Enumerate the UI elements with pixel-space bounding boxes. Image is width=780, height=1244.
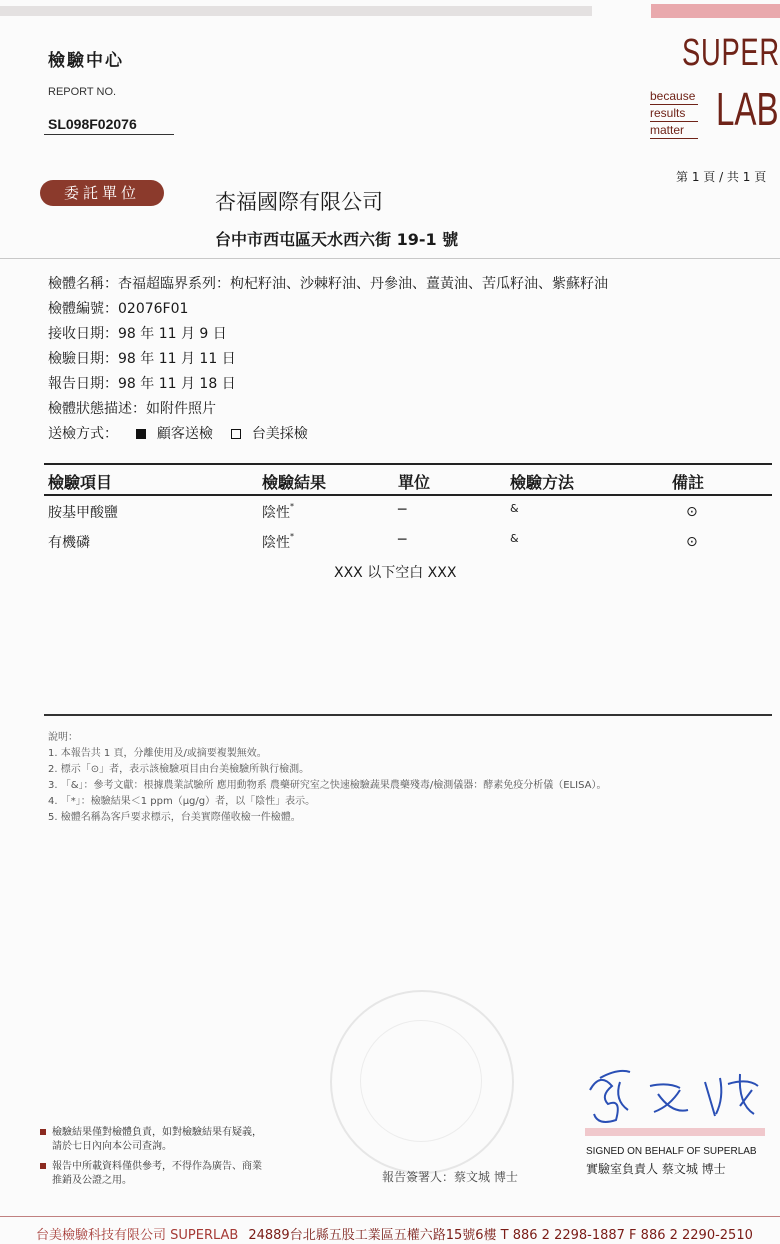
company-name: 台美檢驗科技有限公司 SUPERLAB — [36, 1228, 239, 1243]
client-name: 杏福國際有限公司 — [215, 190, 383, 214]
result-mark: * — [290, 502, 294, 511]
logo-super: SUPER — [682, 32, 780, 74]
divider — [0, 258, 780, 259]
logo-tagline — [650, 88, 698, 139]
row-item: 胺基甲酸鹽 — [48, 505, 118, 521]
seal-inner-ring — [360, 1020, 482, 1142]
method-customer: 顧客送檢 — [156, 426, 213, 442]
client-address: 台中市西屯區天水西六街 19-1 號 — [215, 230, 459, 249]
note-item: 4. 「*」：檢驗結果＜1 ppm（μg/g）者，以「陰性」表示。 — [48, 796, 316, 807]
logo-tag-line: results — [650, 105, 698, 122]
header-item: 檢驗項目 — [48, 473, 113, 492]
notes-section — [48, 730, 606, 826]
footer-note-line: 推銷及公證之用。 — [52, 1175, 132, 1186]
sample-number: 檢體編號：02076F01 — [48, 301, 189, 317]
row-result — [262, 502, 294, 522]
report-underline — [44, 134, 174, 135]
footer-note-line: 報告中所載資料僅供參考，不得作為廣告、商業 — [52, 1161, 262, 1172]
footer-note-line: 請於七日內向本公司查詢。 — [52, 1141, 172, 1152]
report-number: SL098F02076 — [48, 116, 137, 132]
result-mark: * — [290, 532, 294, 541]
header-method: 檢驗方法 — [510, 473, 575, 492]
logo-tag-line: because — [650, 88, 698, 105]
lab-center-title: 檢驗中心 — [48, 51, 124, 71]
row-note: ⊙ — [686, 534, 698, 550]
result-value: 陰性 — [262, 505, 290, 521]
note-item: 3. 「&」：參考文獻：根據農業試驗所 應用動物系 農藥研究室之快速檢驗蔬果農藥殘毒/檢測儀器：酵素免疫分析儀（ELISA）。 — [48, 780, 607, 791]
result-value: 陰性 — [262, 535, 290, 551]
note-item: 5. 檢體名稱為客戶要求標示，台美實際僅收檢一件檢體。 — [48, 812, 301, 823]
checked-checkbox — [136, 429, 146, 439]
page-indicator: 第 1 頁 / 共 1 頁 — [676, 170, 767, 184]
logo-lab: LAB — [716, 83, 779, 135]
handwritten-signature — [580, 1060, 770, 1132]
table-header-rule — [44, 494, 772, 496]
client-badge: 委託單位 — [40, 180, 164, 206]
notes-title: 說明： — [48, 732, 78, 743]
header-unit: 單位 — [398, 473, 431, 492]
sample-name: 檢體名稱：杏福超臨界系列：枸杞籽油、沙棘籽油、丹參油、薑黃油、苦瓜籽油、紫蘇籽油 — [48, 276, 608, 292]
row-method: & — [510, 502, 519, 515]
lab-director: 實驗室負責人 蔡文城 博士 — [586, 1162, 726, 1176]
top-accent-bar — [651, 4, 780, 18]
row-unit: ─ — [398, 532, 407, 548]
signed-on-behalf: SIGNED ON BEHALF OF SUPERLAB — [586, 1146, 757, 1157]
logo-tag-line: matter — [650, 122, 698, 139]
report-signer: 報告簽署人：蔡文城 博士 — [382, 1170, 518, 1184]
footer-note — [40, 1126, 262, 1154]
row-note: ⊙ — [686, 504, 698, 520]
row-unit: ─ — [398, 502, 407, 518]
note-item: 2. 標示「⊙」者，表示該檢驗項目由台美檢驗所執行檢測。 — [48, 764, 310, 775]
sample-state: 檢體狀態描述：如附件照片 — [48, 401, 216, 417]
report-no-label: REPORT NO. — [48, 86, 117, 98]
delivery-method-label: 送檢方式： — [48, 426, 118, 442]
company-footer — [36, 1224, 753, 1243]
report-date: 報告日期：98 年 11 月 18 日 — [48, 376, 236, 392]
header-result: 檢驗結果 — [262, 473, 327, 492]
method-lab: 台美採檢 — [251, 426, 308, 442]
company-address: 24889台北縣五股工業區五權六路15號6樓 T 886 2 2298-1887 F 886 2 2290-2510 — [248, 1228, 753, 1243]
header-note: 備註 — [672, 473, 705, 492]
received-date: 接收日期：98 年 11 月 9 日 — [48, 326, 227, 342]
bullet-square-icon — [40, 1129, 46, 1135]
footer-note — [40, 1160, 262, 1188]
table-top-rule — [44, 463, 772, 465]
delivery-method — [48, 422, 608, 447]
row-method: & — [510, 532, 519, 545]
footer-rule — [0, 1216, 780, 1217]
footer-note-line: 檢驗結果僅對檢體負責，如對檢驗結果有疑義， — [52, 1127, 262, 1138]
unchecked-checkbox — [231, 429, 241, 439]
row-result — [262, 532, 294, 552]
table-end-note: XXX 以下空白 XXX — [334, 565, 457, 581]
sample-info — [48, 272, 608, 447]
top-decor-bar — [0, 6, 592, 16]
bullet-square-icon — [40, 1163, 46, 1169]
notes-rule — [44, 714, 772, 716]
note-item: 1. 本報告共 1 頁，分離使用及/或摘要複製無效。 — [48, 748, 267, 759]
row-item: 有機磷 — [48, 535, 90, 551]
test-date: 檢驗日期：98 年 11 月 11 日 — [48, 351, 236, 367]
